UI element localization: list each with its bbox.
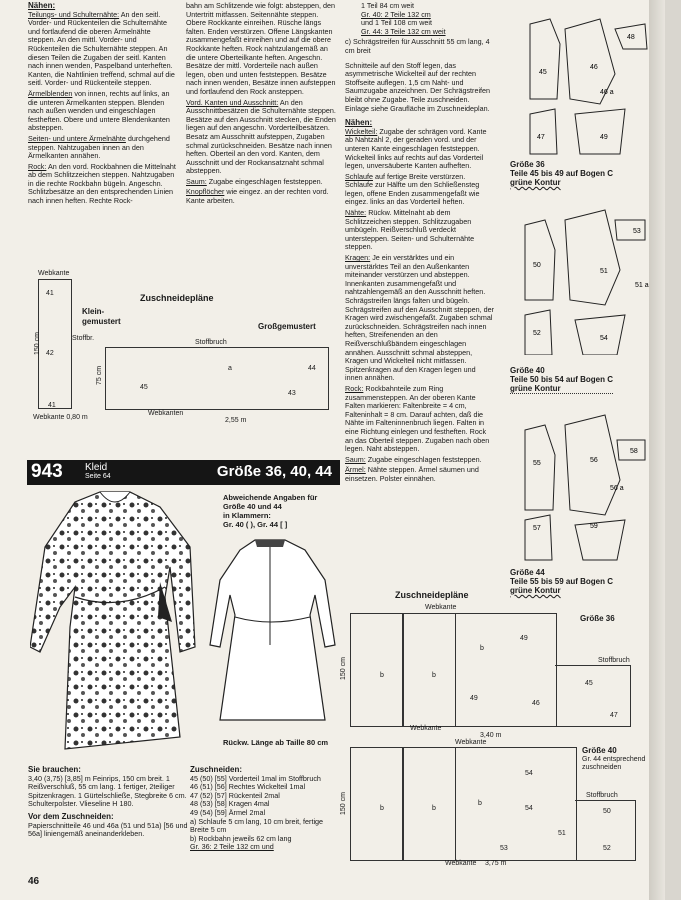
section-title: Ärmel: — [345, 465, 366, 475]
plan-strip — [402, 613, 456, 727]
plan-40-fold — [575, 800, 636, 861]
pattern-pieces-size-40 — [505, 195, 655, 355]
piece-label: 54 — [525, 770, 533, 777]
list-item: c) Schrägstreifen für Ausschnitt 55 cm lang, 4 cm breit — [345, 37, 490, 55]
svg-text:59: 59 — [590, 523, 598, 530]
plan-strip — [350, 747, 404, 861]
svg-text:51 a: 51 a — [635, 282, 649, 289]
piece-label: 45 — [585, 680, 593, 687]
section-text: An den Ausschnittbesätzen die Schulternähte steppen. Besätze auf den Ausschnitt stecken, die Enden liegen auf den angeschn. Vorderteilbesätzen. Besatz am Ausschnitt aufsteppen, Zugaben schmal zurückschneiden. Besätze nach innen heften. Oberteil an den vord. Kanten, dem Ausschnitt und der Rockansatznaht schmal absteppen. — [186, 97, 336, 176]
size-title: Größe 40 — [510, 366, 545, 375]
cutting-row: Gr. 36: 2 Teile 132 cm und — [190, 842, 274, 852]
pattern-type: Kleid — [85, 462, 108, 473]
section-text: An den vord. Rockbahnen die Mittelnaht ab dem Schlitzzeichen steppen. Nahtzugaben in die rechte Rockbahn bügeln. Angeschn. Schlitzbesätze an den entsprechenden Linien nach innen heften. Rechte Rock- — [28, 161, 176, 206]
piece-label: 53 — [500, 845, 508, 852]
piece-label: 52 — [603, 845, 611, 852]
m080-label: Webkante 0,80 m — [33, 414, 88, 421]
section-text: von innen, rechts auf links, an die unteren Ärmelkanten steppen. Blenden nach außen wenden und eingeschlagen festheften. Obere und untere Blendenkanten absteppen. — [28, 88, 170, 133]
section-text: Rockbahnteile zum Ring zusammensteppen. An der oberen Kante Falten markieren: Faltenbreite = 4 cm, Falteninhalt = 8 cm. Darauf achten, daß die Nähte im Falteninnenbruch liegen. Falten in eine Richtung einlegen und festheften. Rock an das Oberteil steppen. Zugaben nach oben legen. Naht absteppen. — [345, 383, 490, 454]
klein2-label: gemustert — [82, 317, 121, 326]
cutting-title: Zuschneiden: — [190, 765, 243, 774]
cutting-paragraph: Schnitteile auf den Stoff legen, das asymmetrische Wickelteil auf der rechten Stoffseite auflegen. 1,5 cm Naht- und Saumzugabe anzeichnen. Der Schrägstreifen bleibt ohne Zugabe. Teile zuschneiden. Einlage siehe Graufläche im Zuschneideplan. — [345, 60, 491, 113]
piece-label: 41 — [46, 290, 54, 297]
svg-text:57: 57 — [533, 525, 541, 532]
size-kontur: grüne Kontur — [510, 586, 561, 595]
g36-label: Größe 36 — [580, 614, 615, 623]
section-text: auf fertige Breite verstürzen. Schlaufe zur Hälfte um den Schließensteg legen, offene Enden zusammengefaßt wie eingez. links an das Vorderteil heften. — [345, 171, 480, 207]
abweich-line: Größe 40 und 44 — [223, 502, 282, 511]
size-36-caption — [510, 160, 613, 187]
plan-strip — [402, 747, 456, 861]
section-text: Je ein verstärktes und ein unverstärktes Teil an den Außenkanten miteinander verstürzen und absteppen. Innenkanten zusammengefaßt und nahtzahlengemäß an den Ausschnitt heften. Schrägstreifen längs falten und bügeln. Schrägstreifen auf den Ausschnitt steppen, der Kragen wird zwischengefaßt. Zugaben schmal zurückschneiden. Schrägstreifen nach innen heften, Streifenenden an den Reißverschlußbändern eingeschlagen annähen. Ausschnitt schmal absteppen, Kragen und Wickelteil nicht mitfassen. Spitzenkragen auf den Kragen legen und innen annähen. — [345, 253, 495, 383]
section-title: Ärmelblenden — [28, 88, 73, 98]
piece-label: 45 — [140, 384, 148, 391]
section-text: durchgehend steppen. Nahtzugaben innen an den Ärmelkanten annähen. — [28, 133, 170, 161]
g40-note: Gr. 44 entsprechend zuschneiden — [582, 756, 646, 771]
webkante-label: Webkante — [410, 725, 442, 732]
svg-text:55: 55 — [533, 460, 541, 467]
piece-label: b — [478, 800, 482, 807]
piece-label: 50 — [603, 808, 611, 815]
list-item: und 1 Teil 108 cm weit — [361, 18, 432, 28]
piece-label: 54 — [525, 805, 533, 812]
svg-text:51: 51 — [600, 268, 608, 275]
section-text: Zugabe der schrägen vord. Kante ab Nahtzahl 2, der geraden vord. und der unteren Kante eingeschlagen feststeppen. Wickelteil links auf rechts auf das Vorderteil legen, unversäuberte Kanten aufheften. — [345, 126, 487, 171]
piece-label: b — [432, 805, 436, 812]
section-text: bahn am Schlitzende wie folgt: absteppen, den Untertritt mitfassen. Seitennähte steppen. Obere Rockkante einreihen. Rüsche längs falten. Enden verstürzen. Offene Längskanten zusammengefaßt einreihen und auf die obere Rockkante heften. Rock nahtzulangemäß an die untere Oberteilkante heften. Angeschn. Besätze der mittl. Vorderteile nach außen legen, oben und unten feststeppen. Besätze nach innen wenden, Besätze innen aufsteppen und fortlaufend den Rock ansteppen. — [186, 1, 336, 96]
page-edge — [649, 0, 665, 900]
section-text: An den seitl. Vorder- und Rückenteilen die Schulternähte und fortlaufend die oberen Ärmelnähte steppen. An den mittl. Vorder- und Rückenteilen die Schulternähte steppen. An diesen Teilen die Zugaben der seitl. Kanten nach innen wenden, Paspelband unterheften. Kanten, die Nahtlinien treffend, schmal auf die seitl. Vorder- und Rückenteile steppen. — [28, 9, 175, 88]
webkante-label: Webkante — [445, 860, 477, 867]
svg-text:46: 46 — [590, 64, 598, 71]
cutting-row: 46 (51) [56] Rechtes Wickelteil 1mal — [190, 782, 306, 792]
back-length-note: Rückw. Länge ab Taille 80 cm — [223, 738, 329, 747]
abweich-line: Gr. 40 ( ), Gr. 44 [ ] — [223, 520, 288, 529]
size-sub: Teile 50 bis 54 auf Bogen C — [510, 375, 613, 384]
page-number: 46 — [28, 876, 40, 887]
pattern-pieces-size-44 — [505, 400, 655, 565]
svg-text:47: 47 — [537, 134, 545, 141]
svg-text:45: 45 — [539, 69, 547, 76]
size-kontur: grüne Kontur — [510, 178, 561, 187]
gross-label: Großgemustert — [258, 322, 316, 331]
klein-label: Klein- — [82, 307, 105, 316]
section-title: Saum: — [186, 176, 207, 186]
svg-text:52: 52 — [533, 330, 541, 337]
piece-label: a — [228, 365, 232, 372]
section-text: Zugabe eingeschlagen feststeppen. — [367, 454, 482, 464]
sewing-column-3 — [345, 2, 495, 485]
plan-36-fold — [555, 665, 631, 727]
section-title: Seiten- und untere Ärmelnähte — [28, 133, 126, 143]
section-title: Vord. Kanten und Ausschnitt: — [186, 97, 279, 107]
size-44-caption — [510, 568, 613, 595]
size-40-caption — [510, 366, 613, 394]
piece-label: 46 — [532, 700, 540, 707]
section-text: Nähte steppen. Ärmel säumen und einsetzen. Polster einnähen. — [345, 465, 479, 483]
cutting-row: b) Rockbahn jeweils 62 cm lang — [190, 833, 292, 843]
cm150-label: 150 cm — [339, 657, 347, 680]
piece-label: b — [432, 672, 436, 679]
section-text: wie eingez. an der rechten vord. Kante arbeiten. — [186, 187, 329, 206]
webkanten-label: Webkanten — [148, 410, 184, 417]
piece-label: b — [480, 645, 484, 652]
webkante-label: Webkante — [425, 604, 457, 611]
section-text: Rückw. Mittelnaht ab dem Schlitzzeichen steppen. Schlitzzugaben umbügeln. Reißverschluß verdeckt untersteppen. Seiten- und Schulternähte steppen. — [345, 208, 475, 252]
piece-label: 47 — [610, 712, 618, 719]
sewing-column-1 — [28, 2, 178, 208]
svg-text:49: 49 — [600, 134, 608, 141]
pattern-pieces-size-36 — [505, 4, 655, 159]
svg-text:50: 50 — [533, 262, 541, 269]
section-title: Kragen: — [345, 253, 371, 263]
size-sub: Teile 45 bis 49 auf Bogen C — [510, 169, 613, 178]
section-title: Saum: — [345, 454, 366, 464]
piece-label: 42 — [46, 350, 54, 357]
m255-label: 2,55 m — [225, 417, 247, 424]
list-item: Gr. 40: 2 Teile 132 cm — [361, 9, 431, 19]
section-title: Knopflöcher — [186, 187, 225, 197]
pattern-banner — [27, 460, 340, 485]
piece-label: 44 — [308, 365, 316, 372]
section-title: Wickelteil: — [345, 126, 378, 136]
stoffbruch-label: Stoffbruch — [598, 657, 630, 664]
cutting-block — [190, 766, 342, 852]
section-title: Schlaufe — [345, 171, 373, 181]
pattern-page-ref: Seite 64 — [85, 473, 111, 480]
cm150-label: 150 cm — [33, 332, 41, 355]
cutting-row: a) Schlaufe 5 cm lang, 10 cm breit, fertige Breite 5 cm — [190, 816, 324, 835]
piece-label: b — [380, 805, 384, 812]
materials-text: 3,40 (3,75) [3,85] m Feinrips, 150 cm breit. 1 Reißverschluß, 55 cm lang. 1 fertiger, 2teiliger Spitzenkragen. 1 Gürtelschließe, Stegbreite 6 cm. Schulterpolster. Vlieseline H 180. — [28, 773, 187, 809]
section-title: Nähte: — [345, 208, 367, 218]
piece-label: 51 — [558, 830, 566, 837]
piece-label: 49 — [470, 695, 478, 702]
section-title: Rock: — [28, 161, 47, 171]
abweich-line: Abweichende Angaben für — [223, 493, 318, 502]
before-cutting-text: Papierschnitteile 46 und 46a (51 und 51a) [56 und 56a] liniengemäß aneinanderkleben. — [28, 820, 188, 839]
svg-text:54: 54 — [600, 335, 608, 342]
cutting-row: 48 (53) [58] Kragen 4mal — [190, 799, 270, 809]
stoffbruch-label: Stoffbruch — [195, 339, 227, 346]
dress-back-illustration — [205, 535, 340, 730]
svg-text:46 a: 46 a — [600, 89, 614, 96]
cutting-row: 45 (50) [55] Vorderteil 1mal im Stoffbruch — [190, 773, 321, 783]
small-pattern-plan — [38, 279, 72, 409]
plans-title: Zuschneidepläne — [395, 590, 469, 600]
piece-label: 43 — [288, 390, 296, 397]
cm75-label: 75 cm — [96, 365, 104, 386]
abweich-line: in Klammern: — [223, 511, 271, 520]
cm150-label: 150 cm — [339, 792, 347, 815]
sewing-column-2 — [186, 2, 338, 208]
plans-title: Zuschneidepläne — [140, 293, 214, 303]
abweich-note — [223, 493, 343, 529]
section-text: Zugabe eingeschlagen feststeppen. — [208, 176, 323, 186]
plan-strip — [350, 613, 404, 727]
size-kontur: grüne Kontur — [510, 384, 613, 394]
section-title: Rock: — [345, 383, 364, 393]
cutting-row: 49 (54) [59] Ärmel 2mal — [190, 807, 266, 817]
m340-label: 3,40 m — [480, 732, 502, 739]
pattern-sizes: Größe 36, 40, 44 — [216, 463, 332, 480]
list-item: 1 Teil 84 cm weit — [361, 1, 414, 10]
stoffbr-label: Stoffbr. — [72, 335, 95, 342]
before-cutting-title: Vor dem Zuschneiden: — [28, 811, 114, 821]
stoffbruch-label: Stoffbruch — [586, 792, 618, 799]
section-title: Teilungs- und Schulternähte: — [28, 9, 120, 19]
dress-front-illustration — [30, 487, 200, 755]
webkante-label: Webkante — [38, 270, 70, 277]
size-title: Größe 36 — [510, 160, 545, 169]
size-title: Größe 44 — [510, 568, 545, 577]
cutting-row: 47 (52) [57] Rückenteil 2mal — [190, 790, 280, 800]
svg-text:58: 58 — [630, 448, 638, 455]
svg-text:53: 53 — [633, 228, 641, 235]
pattern-number: 943 — [31, 461, 63, 482]
svg-text:56: 56 — [590, 457, 598, 464]
materials-title: Sie brauchen: — [28, 765, 81, 774]
piece-label: b — [380, 672, 384, 679]
naehen-heading: Nähen: — [345, 118, 373, 128]
naehen-heading: Nähen: — [28, 1, 56, 10]
large-pattern-plan — [105, 347, 329, 410]
materials-block — [28, 766, 188, 841]
svg-text:56 a: 56 a — [610, 485, 624, 492]
webkante-label: Webkante — [455, 739, 487, 746]
piece-label: 41 — [48, 402, 56, 409]
m375-label: 3,75 m — [485, 860, 507, 867]
g40-label: Größe 40 — [582, 746, 617, 755]
list-item: Gr. 44: 3 Teile 132 cm weit — [361, 26, 446, 36]
piece-label: 49 — [520, 635, 528, 642]
size-sub: Teile 55 bis 59 auf Bogen C — [510, 577, 613, 586]
svg-text:48: 48 — [627, 34, 635, 41]
